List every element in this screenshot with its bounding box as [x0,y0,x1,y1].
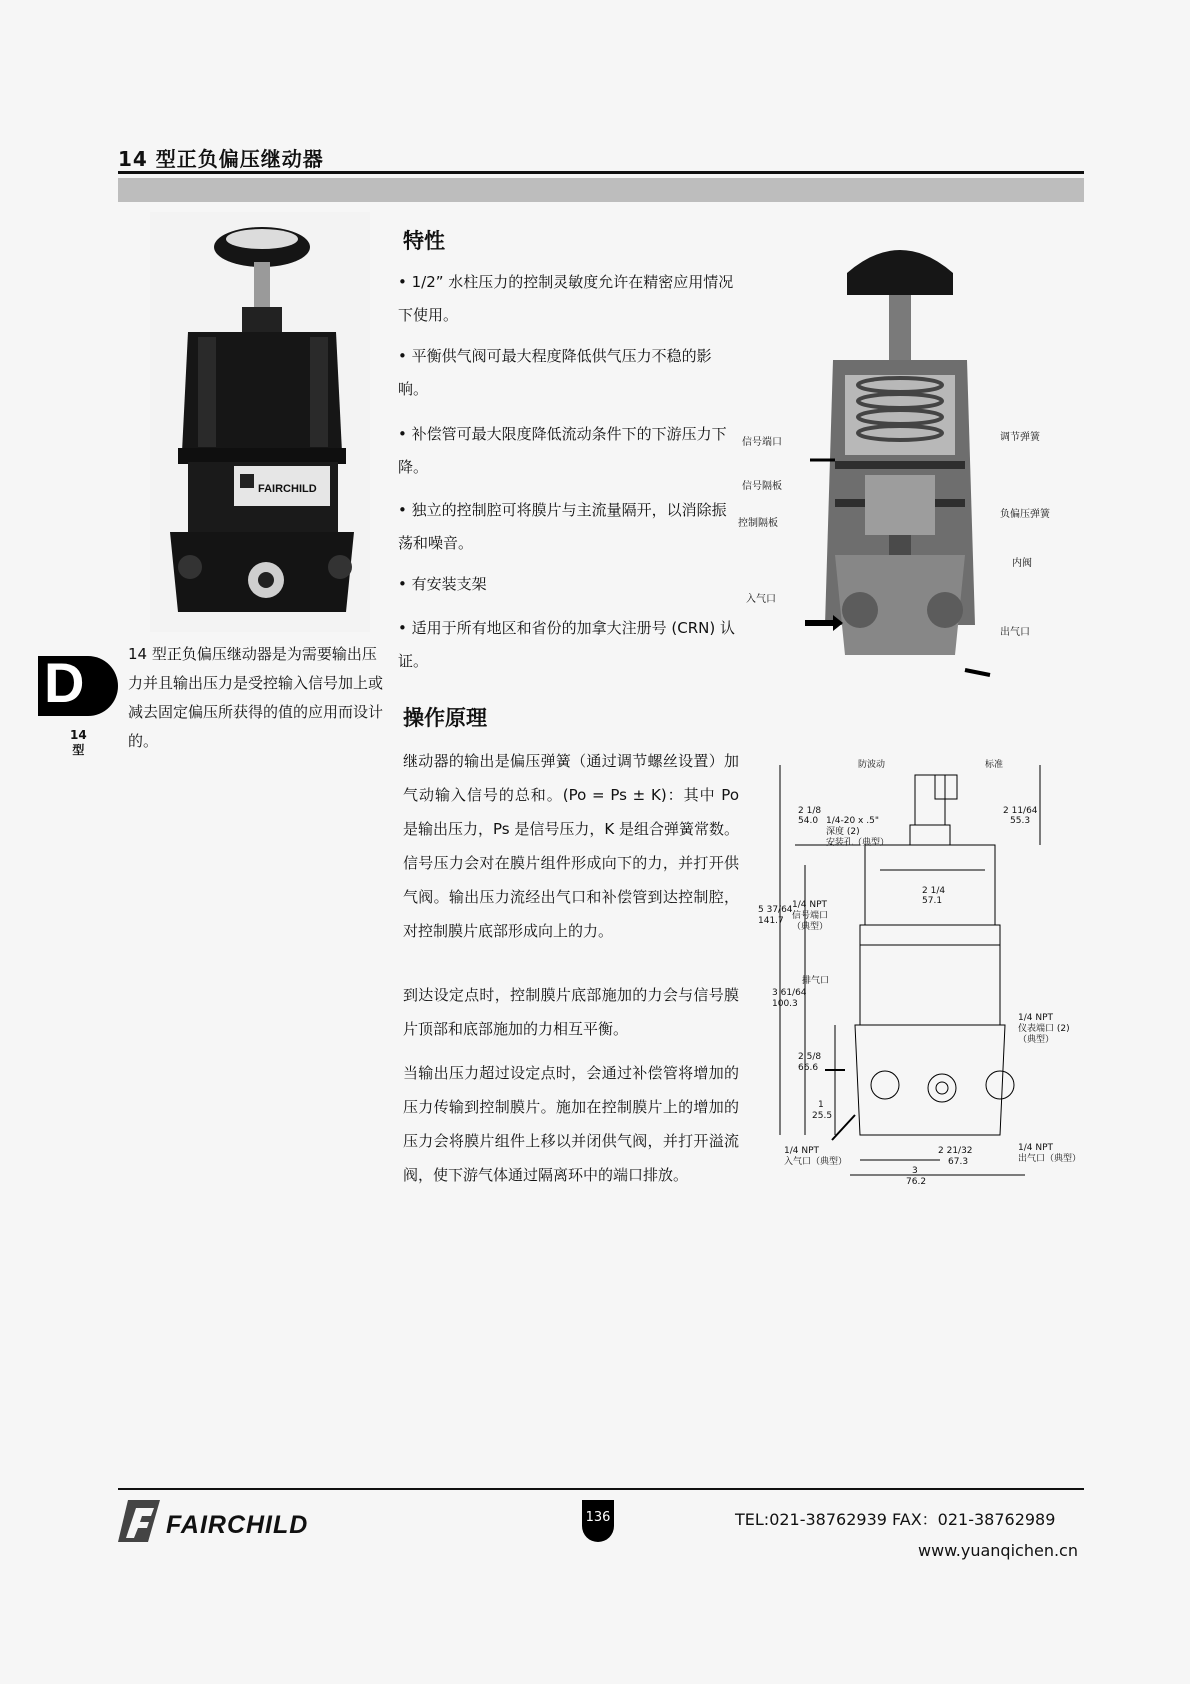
cutaway-label: 控制隔板 [738,518,778,529]
dim-label: 信号端口 [792,911,829,921]
cutaway-label: 信号隔板 [742,481,782,492]
website-link[interactable]: www.yuanqichen.cn [918,1541,1078,1560]
dim-label: 100.3 [772,999,798,1009]
dim-label: 3 [912,1166,918,1176]
section-model [70,728,87,758]
dim-label: 排气口 [802,976,830,986]
dim-label: 2 1/4 [922,886,946,896]
section-model-number: 14 [70,728,87,742]
brand-name: FAIRCHILD [166,1511,309,1539]
feature-item: • 补偿管可最大限度降低流动条件下的下游压力下降。 [398,425,727,476]
dim-label: 141.7 [758,916,784,926]
dim-label: 57.1 [922,896,943,906]
footer-rule [118,1488,1084,1490]
dim-label: 安装孔（典型） [826,838,890,848]
product-photo [150,212,370,632]
dim-label: 1/4-20 x .5" [826,816,879,826]
dim-label: 5 37/64 [758,905,793,915]
feature-item: • 适用于所有地区和省份的加拿大注册号 (CRN) 认证。 [398,619,735,670]
operation-paragraph: 继动器的输出是偏压弹簧（通过调节螺丝设置）加气动输入信号的总和。(Po = Ps ± K)：其中 Po 是输出压力，Ps 是信号压力，K 是组合弹簧常数。信号压力会对在膜片组件形成向下的力，并打开供气阀。输出压力流经出气口和补偿管到达控制腔，对控制膜片底部形成向上的力。 [403,752,739,940]
dim-label: 54.0 [798,816,819,826]
feature-item: • 有安装支架 [398,575,487,593]
dim-label: 1/4 NPT [1018,1013,1054,1023]
dim-label: 2 1/8 [798,806,822,816]
dim-label: 深度 (2) [826,827,860,837]
feature-item: • 1/2” 水柱压力的控制灵敏度允许在精密应用情况下使用。 [398,273,734,324]
dim-label: 出气口（典型） [1018,1154,1082,1164]
feature-item: • 独立的控制腔可将膜片与主流量隔开，以消除振荡和噪音。 [398,501,727,552]
dim-label: 1/4 NPT [784,1146,820,1156]
dim-label: 66.6 [798,1063,819,1073]
dim-label: （典型） [1018,1035,1055,1045]
cutaway-label: 负偏压弹簧 [1000,509,1050,520]
dim-label: 防波动 [858,760,886,770]
dim-label: 55.3 [1010,816,1031,826]
dim-label: （典型） [792,922,829,932]
dim-label: 入气口（典型） [784,1157,848,1167]
dim-label: 2 21/32 [938,1146,973,1156]
cutaway-label: 信号端口 [742,437,782,448]
dim-label: 67.3 [948,1157,969,1167]
dim-label: 仪表端口 (2) [1018,1024,1070,1034]
cutaway-label: 入气口 [746,594,776,605]
dim-label: 标准 [985,760,1004,770]
dim-label: 2 5/8 [798,1052,822,1062]
section-model-suffix: 型 [72,743,85,757]
dim-label: 3 61/64 [772,988,807,998]
header-band [118,178,1084,202]
features-heading: 特性 [403,229,445,253]
product-caption: 14 型正负偏压继动器是为需要输出压力并且输出压力是受控输入信号加上或减去固定偏压所获得的值的应用而设计的。 [128,645,384,750]
cutaway-label: 内阀 [1012,558,1032,569]
section-tab-letter: D [44,651,85,714]
dim-label: 1 [818,1100,824,1110]
operation-paragraph: 当输出压力超过设定点时，会通过补偿管将增加的压力传输到控制膜片。施加在控制膜片上的增加的压力会将膜片组件上移以并闭供气阀，并打开溢流阀，使下游气体通过隔离环中的端口排放。 [403,1064,739,1184]
dim-label: 1/4 NPT [1018,1143,1054,1153]
operation-paragraph: 到达设定点时，控制膜片底部施加的力会与信号膜片顶部和底部施加的力相互平衡。 [403,986,739,1038]
dim-label: 1/4 NPT [792,900,828,910]
dim-label: 2 11/64 [1003,806,1038,816]
cutaway-label: 出气口 [1000,627,1030,638]
feature-item: • 平衡供气阀可最大程度降低供气压力不稳的影响。 [398,347,712,398]
contact-info: TEL:021-38762939 FAX：021-38762989 [735,1510,1056,1529]
cutaway-label: 调节弹簧 [1000,432,1040,443]
page-title: 14 型正负偏压继动器 [118,147,324,171]
brand-logo [118,1498,388,1544]
dim-label: 76.2 [906,1177,927,1187]
header-rule [118,171,1084,174]
page-number: 136 [582,1500,614,1542]
product-label-text: FAIRCHILD [258,483,317,495]
cutaway-illustration [805,235,995,695]
operation-heading: 操作原理 [403,706,487,730]
dim-label: 25.5 [812,1111,833,1121]
